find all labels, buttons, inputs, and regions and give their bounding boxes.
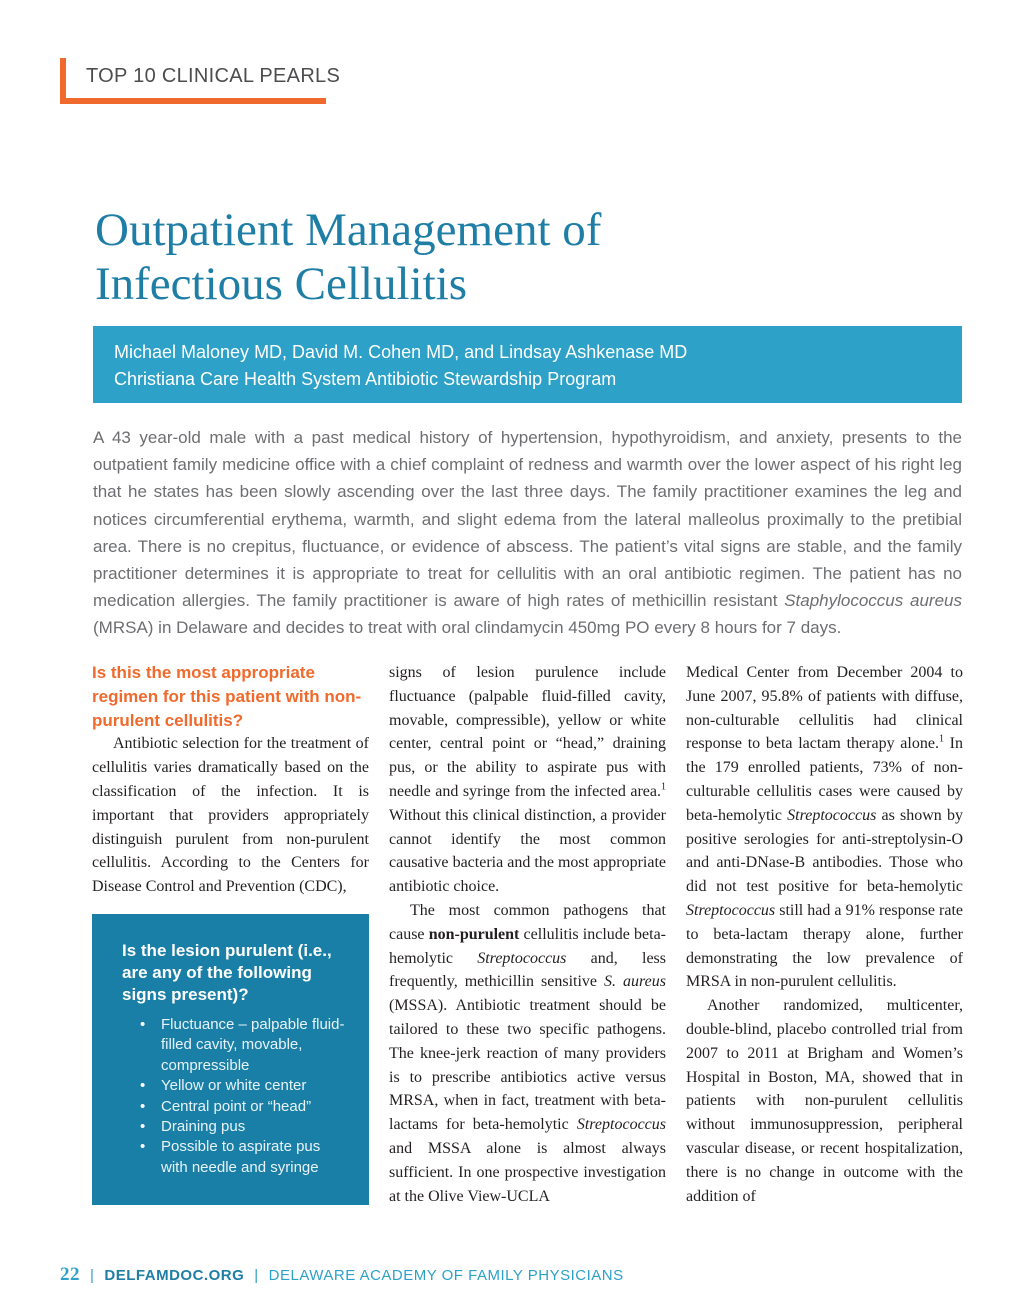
- column-3-paragraph-2: Another randomized, multicenter, double-blind, placebo controlled trial from 2007 to 2011 at Brigham and Women’s Hospital in Boston, MA, showed that in patients with non-purulent cellulitis without immunosuppression, peripheral vascular disease, or recent hospitalization, there is no change in outcome with the addition of: [686, 997, 963, 1205]
- question-heading: Is this the most appropriate regimen for this patient with non-purulent cellulitis?: [92, 663, 362, 730]
- text-run: still had a 91% response rate to beta-lactam therapy alone, further demonstrating the low prevalence of MRSA in non-purulent cellulitis.: [686, 901, 963, 991]
- case-intro-text: A 43 year-old male with a past medical history of hypertension, hypothyroidism, and anxiety, presents to the outpatient family medicine office with a chief complaint of redness and warmth over the lower aspect of his right leg that he states has been slowly ascending over the last three days. The family practitioner examines the leg and notices circumferential erythema, warmth, and slight edema from the lateral malleolus proximally to the pretibial area. There is no crepitus, fluctuance, or evidence of abscess. The patient’s vital signs are stable, and the family practitioner determines it is appropriate to treat for cellulitis with an oral antibiotic regimen. The patient has no medication allergies. The family practitioner is aware of high rates of methicillin resistant: [93, 428, 962, 611]
- authors-band: [93, 326, 962, 403]
- sidebar-heading: Is the lesion purulent (i.e., are any of the following signs present)?: [122, 941, 332, 1004]
- sidebar-list-item: [140, 1076, 350, 1096]
- sidebar-item-text: Possible to aspirate pus with needle and syringe: [161, 1138, 321, 1176]
- sidebar-list-item: [140, 1137, 350, 1178]
- organism-name: Streptococcus: [787, 806, 877, 824]
- sidebar-list-item: [140, 1117, 350, 1137]
- article-title-line-2: Infectious Cellulitis: [95, 258, 468, 310]
- footer-separator: |: [254, 1267, 259, 1284]
- reference-marker: 1: [661, 781, 666, 793]
- emphasis-bold: non-purulent: [428, 925, 520, 943]
- purulence-sidebar: [92, 914, 369, 1205]
- page-number: 22: [60, 1264, 80, 1285]
- section-label: [60, 58, 341, 104]
- case-intro: [93, 424, 962, 642]
- organism-name: Streptococcus: [686, 901, 776, 919]
- text-run: Medical Center from December 2004 to June 2007, 95.8% of patients with diffuse, non-culturable cellulitis had clinical response to beta lactam therapy alone.: [686, 664, 963, 753]
- text-run: In the 179 enrolled patients, 73% of non-culturable cellulitis cases were caused by beta-hemolytic: [686, 735, 964, 824]
- sidebar-list: [140, 1015, 350, 1178]
- text-run: and MSSA alone is almost always sufficient. In one prospective investigation at the Olive View-UCLA: [389, 1139, 666, 1205]
- sidebar-item-text: Yellow or white center: [161, 1077, 307, 1095]
- text-run: cellulitis include beta-hemolytic: [389, 925, 667, 967]
- text-run: as shown by positive serologies for anti-streptolysin-O and anti-DNase-B antibodies. Those who did not test positive for beta-hemolytic: [686, 806, 963, 896]
- bullet-icon: •: [140, 1077, 146, 1095]
- sidebar-list-item: [140, 1097, 350, 1117]
- text-run: signs of lesion purulence include fluctuance (palpable fluid-filled cavity, movable, compressible), yellow or white center, central point or “head,” draining pus, or the ability to aspirate pus with needle and syringe from the infected area.: [389, 664, 666, 800]
- column-2-paragraph-2: [389, 899, 666, 1208]
- text-run: Without this clinical distinction, a provider cannot identify the most common causative bacteria and the most appropriate antibiotic choice.: [389, 806, 666, 896]
- column-2: [389, 661, 666, 1208]
- sidebar-item-text: Draining pus: [161, 1118, 246, 1136]
- bullet-icon: •: [140, 1138, 146, 1156]
- footer-separator: |: [90, 1267, 95, 1284]
- sidebar-list-item: [140, 1015, 350, 1076]
- article-title-line-1: Outpatient Management of: [95, 204, 602, 256]
- case-intro-text-end: (MRSA) in Delaware and decides to treat with oral clindamycin 450mg PO every 8 hours for 7 days.: [93, 618, 842, 638]
- sidebar-item-text: Fluctuance – palpable fluid-filled cavity, movable, compressible: [161, 1016, 345, 1074]
- reference-marker: 1: [938, 734, 944, 746]
- article-title: [95, 203, 915, 311]
- organism-name: Streptococcus: [576, 1116, 666, 1134]
- author-affiliation: Christiana Care Health System Antibiotic Stewardship Program: [114, 369, 617, 389]
- column-3: [686, 661, 963, 1208]
- organism-name: S. aureus: [604, 973, 666, 991]
- text-run: The most common pathogens that cause: [389, 901, 666, 943]
- section-label-underline: [60, 98, 326, 104]
- column-1: [92, 661, 369, 899]
- case-intro-organism: Staphylococcus aureus: [784, 591, 962, 611]
- bullet-icon: •: [140, 1118, 146, 1136]
- bullet-icon: •: [140, 1016, 146, 1033]
- footer-site-link[interactable]: DELFAMDOC.ORG: [104, 1267, 245, 1284]
- author-names: Michael Maloney MD, David M. Cohen MD, and Lindsay Ashkenase MD: [114, 342, 688, 362]
- text-run: (MSSA). Antibiotic treatment should be tailored to these two specific pathogens. The knee-jerk reaction of many providers is to prescribe antibiotics active versus MRSA, when in fact, treatment with beta-lactams for beta-hemolytic: [389, 997, 666, 1134]
- footer-organization: DELAWARE ACADEMY OF FAMILY PHYSICIANS: [268, 1267, 624, 1284]
- bullet-icon: •: [140, 1097, 146, 1115]
- page-footer: [60, 1264, 624, 1286]
- section-label-text: TOP 10 CLINICAL PEARLS: [86, 65, 341, 87]
- column-1-paragraph-1: Antibiotic selection for the treatment of cellulitis varies dramatically based on the classification of the infection. It is important that providers appropriately distinguish purulent from non-purulent cellulitis. According to the Centers for Disease Control and Prevention (CDC),: [92, 735, 369, 896]
- column-3-paragraph-1: [686, 661, 963, 994]
- text-run: and, less frequently, methicillin sensitive: [389, 949, 666, 991]
- organism-name: Streptococcus: [477, 949, 567, 967]
- column-2-paragraph-1: [389, 661, 666, 899]
- sidebar-item-text: Central point or “head”: [161, 1097, 312, 1115]
